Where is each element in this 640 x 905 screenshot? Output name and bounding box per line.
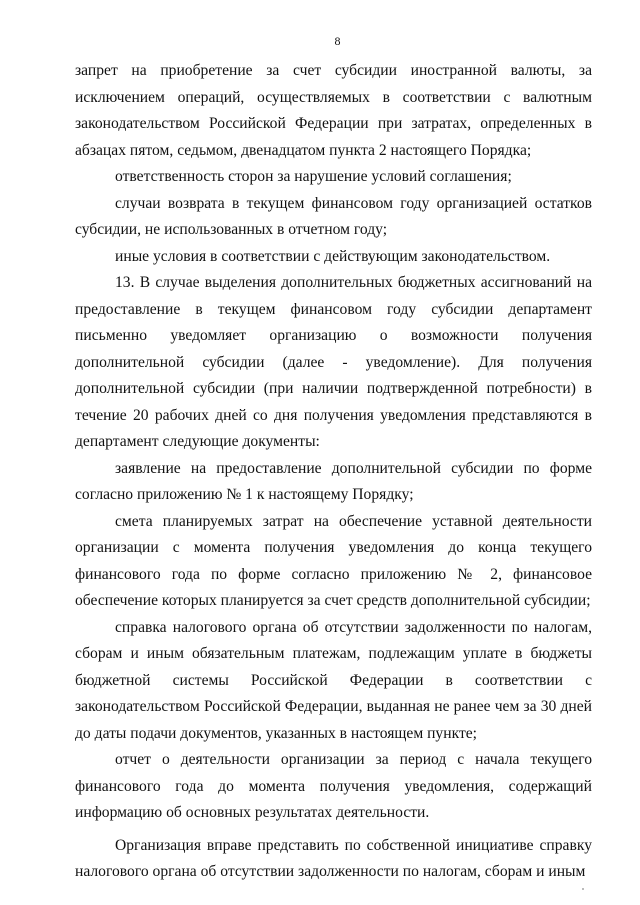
paragraph-10: Организация вправе представить по собственной инициативе справку налогового органа об отсутствии задолженности по налогам, сборам и иным (75, 836, 592, 880)
scan-speck (582, 888, 584, 890)
paragraph-1: запрет на приобретение за счет субсидии иностранной валюты, за исключением операций, осуществляемых в соответствии с валютным законодательством Российской Федерации при затратах, определенных в абзацах пятом, седьмом, двенадцатом пункта 2 настоящего Порядка; (75, 62, 592, 159)
page-number: 8 (334, 34, 341, 48)
document-body (75, 58, 592, 886)
paragraph-4: иные условия в соответствии с действующим законодательством. (115, 247, 551, 265)
paragraph-8: справка налогового органа об отсутствии задолженности по налогам, сборам и иным обязательным платежам, подлежащим уплате в бюджеты бюджетной системы Российской Федерации в соответствии с законодательством Российской Федерации, выданная не ранее чем за 30 дней до даты подачи документов, указанных в настоящем пункте; (75, 618, 592, 742)
paragraph-2: ответственность сторон за нарушение условий соглашения; (115, 168, 512, 185)
paragraph-7: смета планируемых затрат на обеспечение уставной деятельности организации с момента получения уведомления до конца текущего финансового года по форме согласно приложению № 2, финансовое обеспечение которых планируется за счет средств дополнительной субсидии; (75, 512, 592, 609)
paragraph-3: случаи возврата в текущем финансовом году организацией остатков субсидии, не использованных в отчетном году; (75, 194, 592, 238)
paragraph-5-section-13: 13. В случае выделения дополнительных бюджетных ассигнований на предоставление в текущем финансовом году субсидии департамент письменно уведомляет организацию о возможности получения дополнительной субсидии (далее - уведомление). Для получения дополнительной субсидии (при наличии подтвержденной потребности) в течение 20 рабочих дней со дня получения уведомления представляются в департамент следующие документы: (75, 274, 592, 450)
paragraph-6: заявление на предоставление дополнительной субсидии по форме согласно приложению № 1 к настоящему Порядку; (75, 459, 592, 503)
paragraph-9: отчет о деятельности организации за период с начала текущего финансового года до момента получения уведомления, содержащий информацию об основных результатах деятельности. (75, 751, 592, 821)
